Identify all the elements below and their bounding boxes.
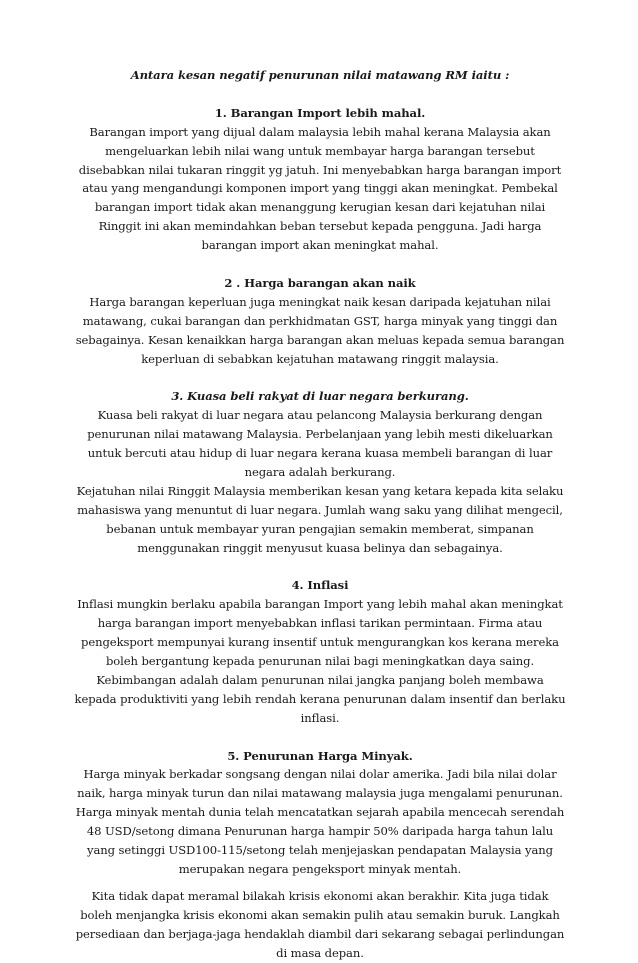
section-barangan-import — [74, 104, 566, 255]
section-paragraph: Kejatuhan nilai Ringgit Malaysia memberikan kesan yang ketara kepada kita selaku mahasiswa yang menuntut di luar negara. Jumlah wang saku yang dilihat mengecil, bebanan untuk membayar yuran pengajian semakin memberat, simpanan menggunakan ringgit menyusut kuasa belinya dan sebagainya. — [76, 483, 564, 555]
section-inflasi — [74, 576, 566, 727]
section-paragraph: Kebimbangan adalah dalam penurunan nilai jangka panjang boleh membawa kepada produktiviti yang lebih rendah kerana penurunan dalam insentif dan berlaku inflasi. — [74, 672, 566, 725]
section-harga-minyak — [74, 747, 566, 879]
section-paragraph: Kuasa beli rakyat di luar negara atau pelancong Malaysia berkurang dengan penurunan nilai matawang Malaysia. Perbelanjaan yang lebih mesti dikeluarkan untuk bercuti atau hidup di luar negara kerana kuasa membeli barangan di luar negara adalah berkurang. — [87, 408, 553, 479]
document-page — [74, 66, 566, 963]
section-harga-barangan — [74, 274, 566, 369]
section-paragraph: Harga minyak berkadar songsang dengan nilai dolar amerika. Jadi bila nilai dolar naik, harga minyak turun dan nilai matawang malaysia juga mengalami penurunan. Harga minyak mentah dunia telah mencatatkan sejarah apabila mencecah serendah 48 USD/setong dimana Penurunan harga hampir 50% daripada harga tahun lalu yang setinggi USD100-115/setong telah menjejaskan pendapatan Malaysia yang merupakan negara pengeksport minyak mentah. — [75, 767, 565, 876]
section-heading: 3. Kuasa beli rakyat di luar negara berkurang. — [171, 389, 469, 404]
section-paragraph: Harga barangan keperluan juga meningkat naik kesan daripada kejatuhan nilai matawang, cukai barangan dan perkhidmatan GST, harga minyak yang tinggi dan sebagainya. Kesan kenaikkan harga barangan akan meluas kepada semua barangan keperluan di sebabkan kejatuhan matawang ringgit malaysia. — [75, 294, 565, 366]
section-kuasa-beli — [74, 387, 566, 557]
section-heading: 4. Inflasi — [291, 578, 349, 593]
closing-paragraph: Kita tidak dapat meramal bilakah krisis ekonomi akan berakhir. Kita juga tidak boleh menjangka krisis ekonomi akan semakin pulih atau semakin buruk. Langkah persediaan dan berjaga-jaga hendaklah diambil dari sekarang sebagai perlindungan di masa depan. — [75, 888, 565, 960]
section-heading: 2 . Harga barangan akan naik — [224, 275, 416, 290]
document-title: Antara kesan negatif penurunan nilai matawang RM iaitu : — [130, 68, 510, 82]
section-heading: 5. Penurunan Harga Minyak. — [227, 748, 413, 763]
section-paragraph: Inflasi mungkin berlaku apabila barangan Import yang lebih mahal akan meningkat harga barangan import menyebabkan inflasi tarikan permintaan. Firma atau pengeksport mempunyai kurang insentif untuk mengurangkan kos kerana mereka boleh bergantung kepada penurunan nilai bagi meningkatkan daya saing. — [77, 597, 563, 669]
section-heading: 1. Barangan Import lebih mahal. — [214, 105, 426, 120]
section-paragraph: Barangan import yang dijual dalam malaysia lebih mahal kerana Malaysia akan mengeluarkan lebih nilai wang untuk membayar harga barangan tersebut disebabkan nilai tukaran ringgit yg jatuh. Ini menyebabkan harga barangan import atau yang mengandungi komponen import yang tinggi akan meningkat. Pembekal barangan import tidak akan menanggung kerugian kesan dari kejatuhan nilai Ringgit ini akan memindahkan beban tersebut kepada pengguna. Jadi harga barangan import akan meningkat mahal. — [78, 124, 562, 253]
